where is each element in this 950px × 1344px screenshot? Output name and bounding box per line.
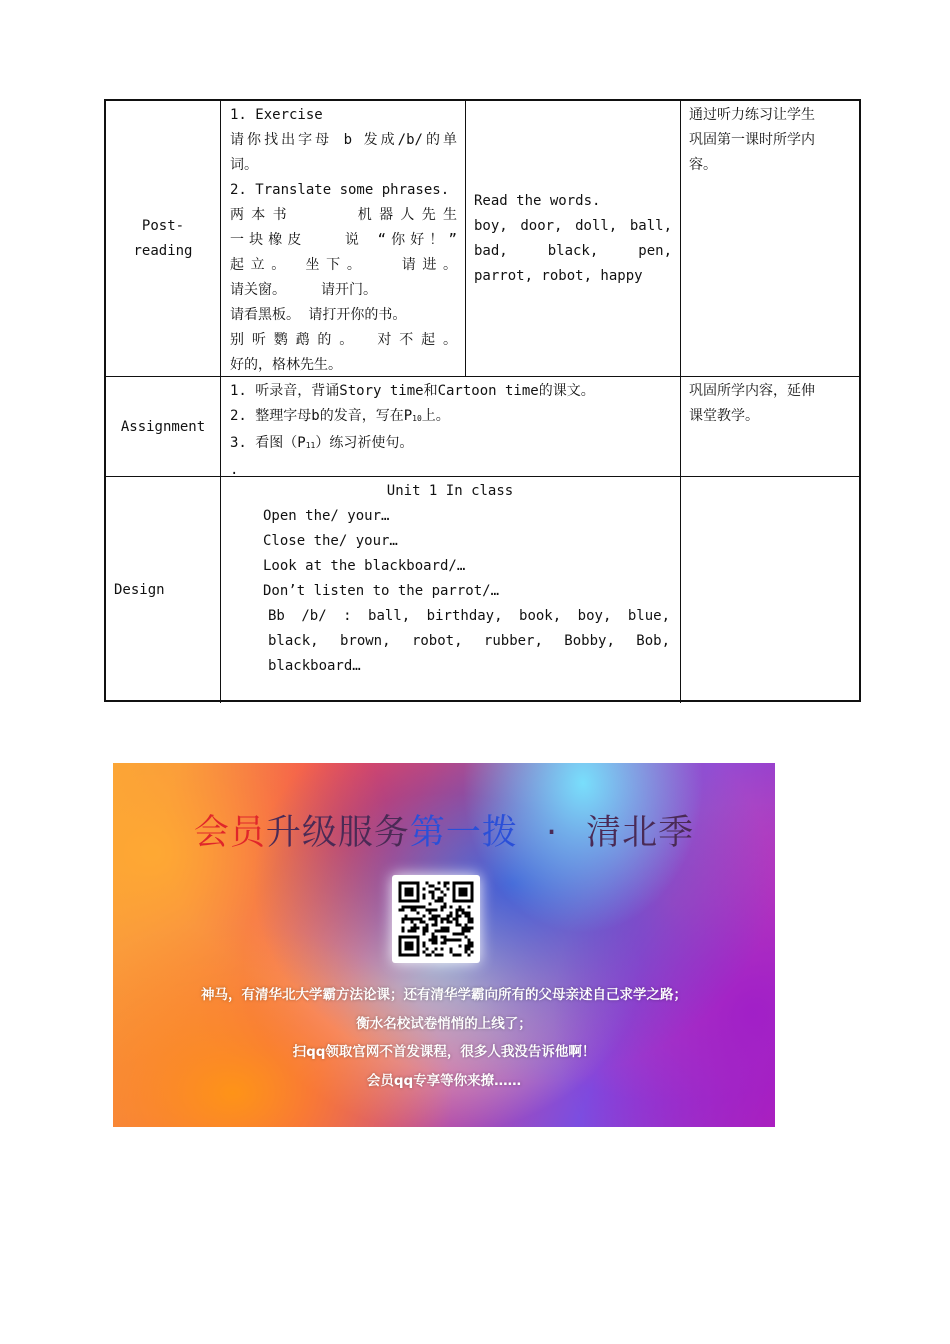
post-reading-row bbox=[106, 101, 859, 376]
phonics-line: blackboard… bbox=[268, 658, 361, 674]
phonics-line: Bb /b/ : ball, birthday, book, boy, blue, bbox=[268, 608, 670, 624]
design-line: Open the/ your… bbox=[263, 508, 390, 524]
post-reading-activities bbox=[221, 101, 466, 376]
design-row bbox=[106, 476, 859, 703]
activity-line: 2. Translate some phrases. bbox=[230, 182, 450, 198]
assignment-label: Assignment bbox=[106, 377, 221, 477]
banner-title: 会员升级服务第一拨 · 清北季 bbox=[193, 813, 695, 853]
banner-line: 扫qq领取官网不首发课程，很多人我没告诉他啊！ bbox=[292, 1044, 596, 1060]
design-line: Close the/ your… bbox=[263, 533, 398, 549]
post-reading-purpose bbox=[681, 101, 859, 376]
assignment-line-4: . bbox=[230, 462, 239, 478]
design-title: Unit 1 In class bbox=[386, 483, 514, 499]
activity-line: 好的，格林先生。 bbox=[230, 357, 342, 373]
assignment-line-2: 2. 整理字母b的发音，写在$P_{10}$上。 bbox=[230, 408, 450, 424]
activity-line: 起立。 坐下。 请进。 bbox=[230, 257, 457, 273]
activity-line: 请关窗。 请开门。 bbox=[230, 282, 377, 298]
qr-code-icon[interactable] bbox=[392, 875, 480, 963]
assignment-content bbox=[221, 377, 681, 477]
phonics-line: black, brown, robot, rubber, Bobby, Bob, bbox=[268, 633, 670, 649]
purpose-line: 巩固所学内容，延伸 bbox=[689, 383, 815, 399]
assignment-line-1: 1. 听录音，背诵Story time和Cartoon time的课文。 bbox=[230, 383, 595, 399]
student-activity-line: Read the words. bbox=[474, 192, 601, 209]
banner-line: 会员qq专享等你来撩…… bbox=[366, 1072, 522, 1089]
activity-line: 两本书 机器人先生 bbox=[230, 207, 457, 223]
activity-line: 别听鹦鹉的。 对不起。 bbox=[230, 332, 457, 348]
assignment-line-3: 3. 看图$(P_{11})$练习祈使句。 bbox=[230, 435, 414, 451]
activity-line: 词。 bbox=[230, 157, 258, 173]
purpose-line: 通过听力练习让学生 bbox=[689, 107, 815, 123]
design-label: Design bbox=[106, 477, 221, 703]
post-reading-student-activity bbox=[466, 101, 681, 376]
assignment-purpose bbox=[681, 377, 859, 477]
activity-line: 一块橡皮 说 “你好！” bbox=[230, 232, 457, 248]
student-activity-line: boy, door, doll, ball, bbox=[474, 217, 672, 234]
design-purpose bbox=[681, 477, 859, 703]
purpose-line: 巩固第一课时所学内 bbox=[689, 132, 815, 148]
design-line: Look at the blackboard/… bbox=[263, 558, 466, 574]
banner-line: 神马，有清华北大学霸方法论课；还有清华学霸向所有的父母亲述自己求学之路； bbox=[201, 987, 687, 1003]
activity-line: 请你找出字母 b 发成/b/的单 bbox=[230, 132, 457, 148]
purpose-line: 容。 bbox=[689, 157, 717, 173]
activity-line: 1. Exercise bbox=[230, 107, 323, 123]
post-reading-label: Post- reading bbox=[106, 101, 221, 376]
lesson-plan-table bbox=[104, 99, 861, 702]
banner-line: 衡水名校试卷悄悄的上线了； bbox=[356, 1015, 532, 1032]
activity-line: 请看黑板。 请打开你的书。 bbox=[230, 307, 407, 323]
design-line: Don’t listen to the parrot/… bbox=[263, 583, 500, 599]
student-activity-line: parrot, robot, happy bbox=[474, 267, 643, 284]
purpose-line: 课堂教学。 bbox=[689, 408, 759, 424]
student-activity-line: bad, black, pen, bbox=[474, 242, 672, 259]
blackboard-design bbox=[221, 477, 681, 703]
assignment-row bbox=[106, 376, 859, 477]
banner-text bbox=[113, 981, 775, 1095]
promo-banner[interactable] bbox=[113, 763, 775, 1127]
